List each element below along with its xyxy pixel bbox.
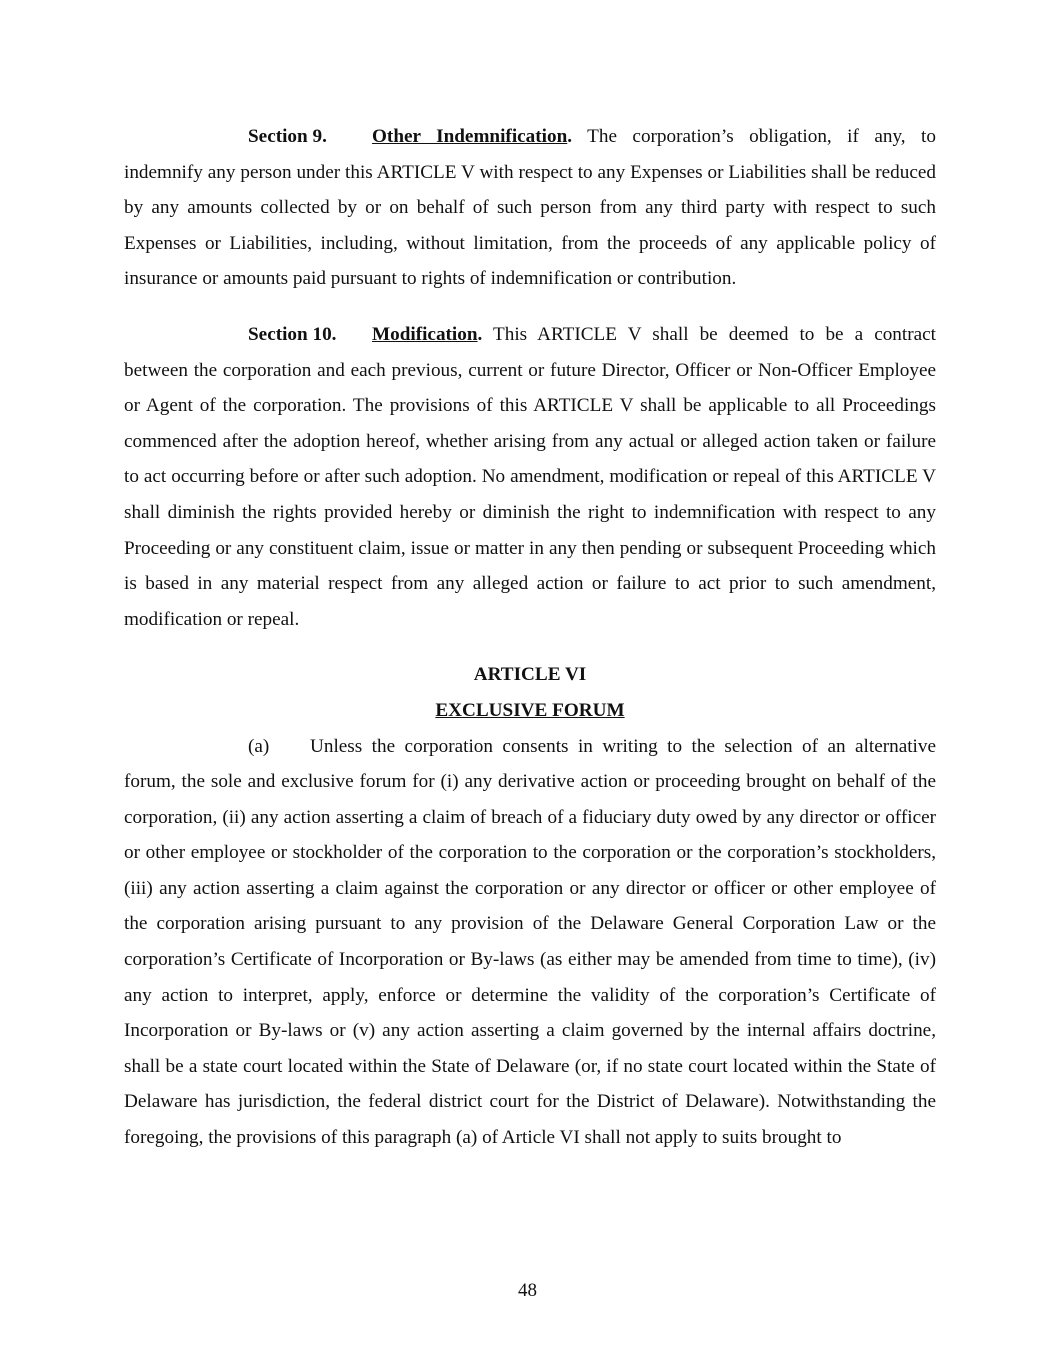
section-9-paragraph: [124, 119, 936, 297]
section-9-heading-punct: .: [567, 126, 573, 147]
article-6-paragraph-a: [124, 729, 936, 1156]
article-subtitle: EXCLUSIVE FORUM: [435, 699, 625, 721]
section-10-text: This ARTICLE V shall be deemed to be a contract between the corporation and each previous, current or future Director, Officer or Non-Officer Employee or Agent of the corporation. The provisions of this ARTICLE V shall be applicable to all Proceedings commenced after the adoption hereof, whether arising from any actual or alleged action taken or failure to act occurring before or after such adoption. No amendment, modification or repeal of this ARTICLE V shall diminish the rights provided hereby or diminish the right to indemnification with respect to any Proceeding or any constituent claim, issue or matter in any then pending or subsequent Proceeding which is based in any material respect from any alleged action or failure to act prior to such amendment, modification or repeal.: [124, 323, 936, 630]
section-9-heading: Other Indemnification: [372, 126, 568, 147]
section-10-heading: Modification: [372, 323, 478, 345]
section-10-heading-punct: .: [477, 323, 483, 345]
section-10-paragraph: [124, 317, 936, 637]
section-9-number: Section 9.: [248, 126, 327, 147]
document-page: [124, 119, 936, 1156]
paragraph-a-label: (a): [248, 735, 270, 757]
paragraph-a-text: Unless the corporation consents in writing to the selection of an alternative forum, the sole and exclusive forum for (i) any derivative action or proceeding brought on behalf of the corporation, (ii) any action asserting a claim of breach of a fiduciary duty owed by any director or officer or other employee or stockholder of the corporation to the corporation or the corporation’s stockholders, (iii) any action asserting a claim against the corporation or any director or officer or other employee of the corporation arising pursuant to any provision of the Delaware General Corporation Law or the corporation’s Certificate of Incorporation or By-laws (as either may be amended from time to time), (iv) any action to interpret, apply, enforce or determine the validity of the corporation’s Certificate of Incorporation or By-laws or (v) any action asserting a claim governed by the internal affairs doctrine, shall be a state court located within the State of Delaware (or, if no state court located within the State of Delaware has jurisdiction, the federal district court for the District of Delaware). Notwithstanding the foregoing, the provisions of this paragraph (a) of Article VI shall not apply to suits brought to: [124, 735, 936, 1149]
article-title: ARTICLE VI: [473, 664, 587, 686]
page-number: 48: [518, 1280, 537, 1301]
section-9-text: The corporation’s obligation, if any, to indemnify any person under this ARTICLE V with respect to any Expenses or Liabilities shall be reduced by any amounts collected by or on behalf of such person from any third party with respect to such Expenses or Liabilities, including, without limitation, from the proceeds of any applicable policy of insurance or amounts paid pursuant to rights of indemnification or contribution.: [124, 126, 936, 290]
section-10-number: Section 10.: [248, 323, 337, 345]
